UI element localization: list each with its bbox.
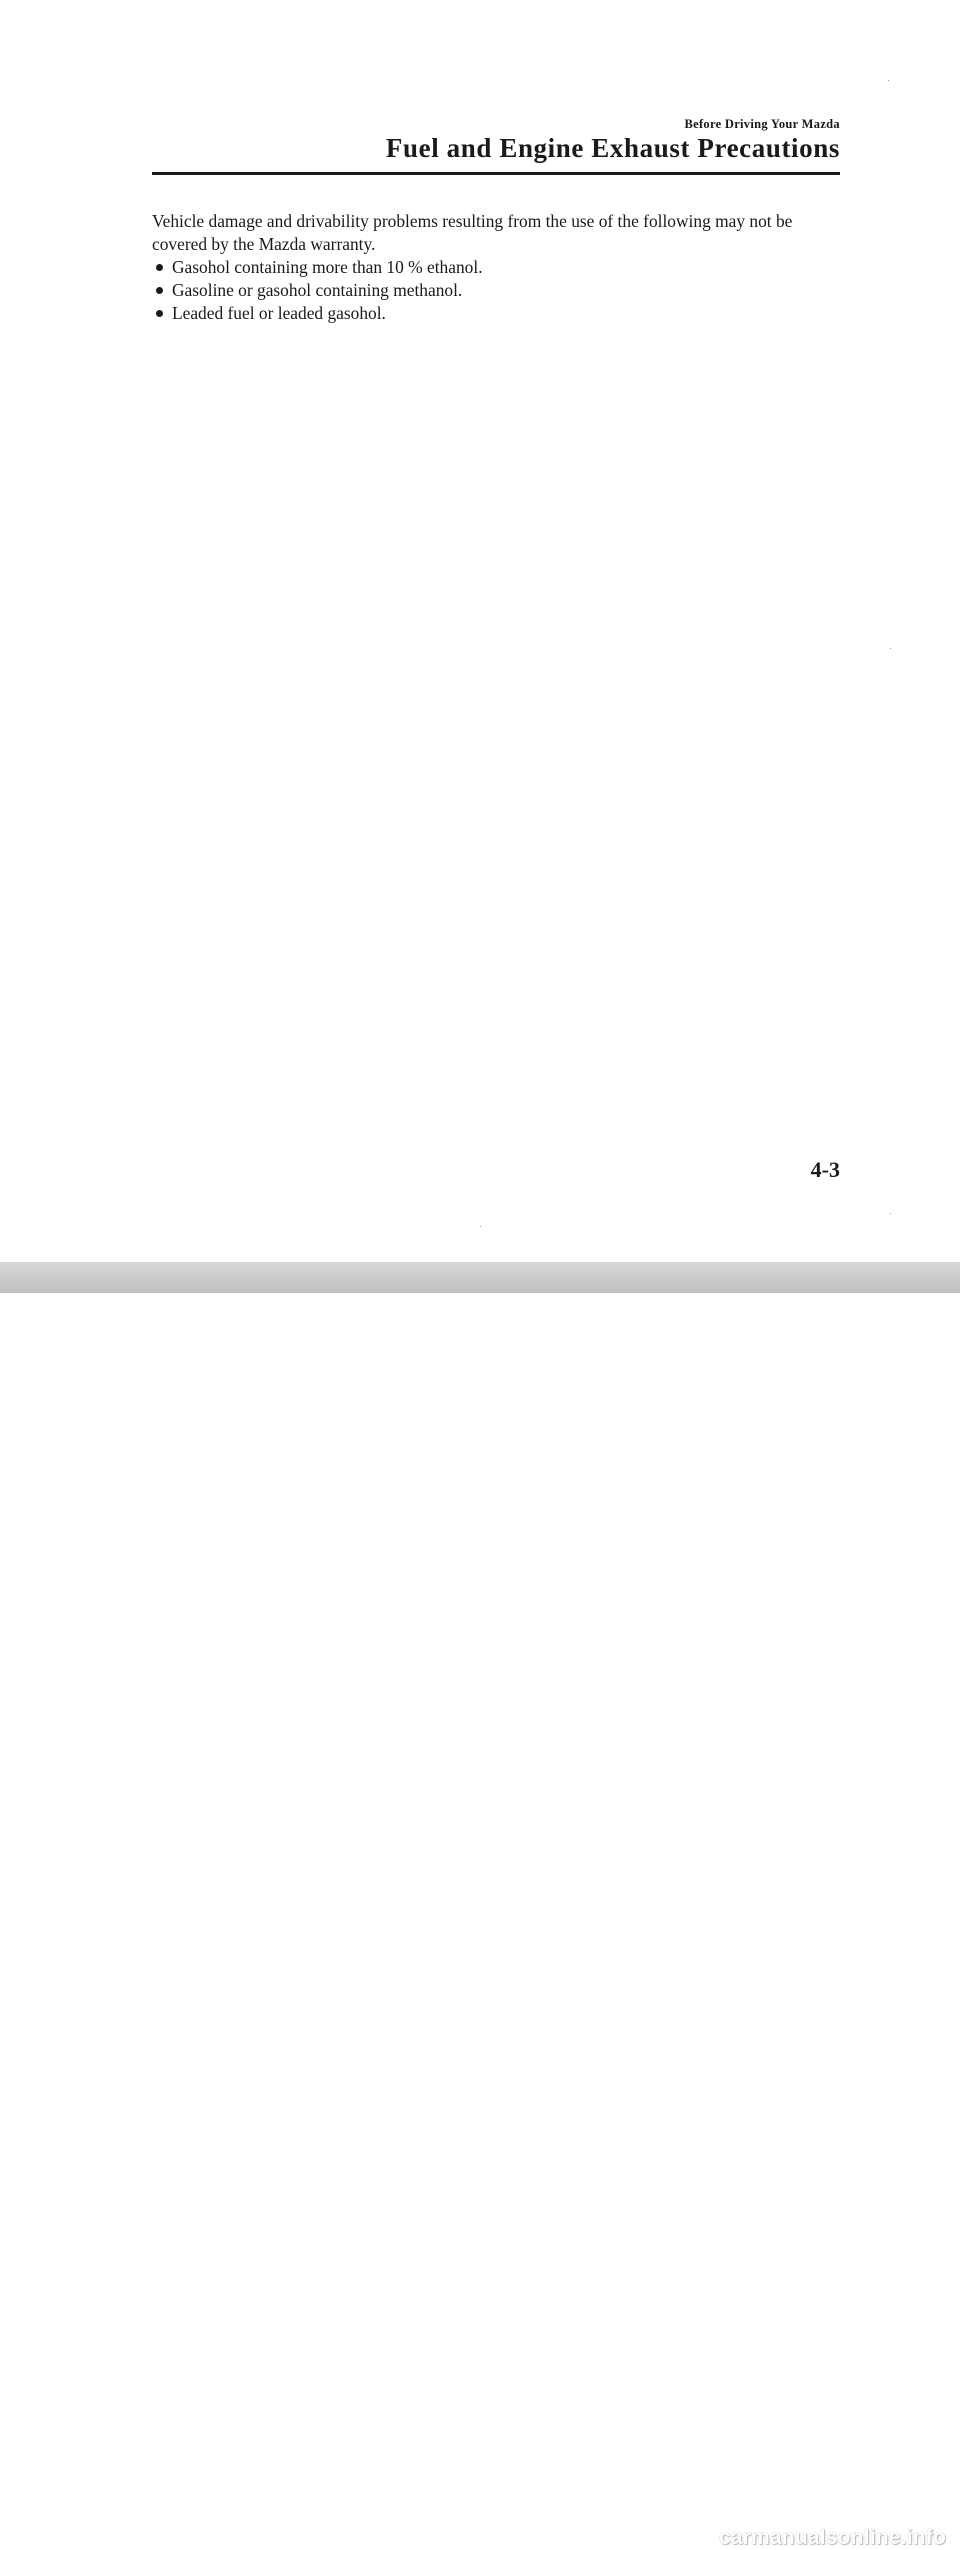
list-item (152, 279, 840, 302)
bullet-icon (156, 264, 163, 271)
list-item-text: Gasohol containing more than 10 % ethanol. (172, 257, 483, 277)
intro-paragraph: Vehicle damage and drivability problems resulting from the use of the following may not be covered by the Mazda warranty. (152, 211, 793, 254)
bullet-icon (156, 310, 163, 317)
body-content (152, 210, 840, 325)
title-divider (152, 172, 840, 175)
bullet-list (152, 256, 840, 325)
list-item-text: Gasoline or gasohol containing methanol. (172, 280, 463, 300)
list-item (152, 256, 840, 279)
print-mark (888, 80, 889, 81)
page-title: Fuel and Engine Exhaust Precautions (385, 133, 840, 163)
section-label: Before Driving Your Mazda (684, 117, 840, 131)
list-item (152, 302, 840, 325)
watermark-link[interactable]: carmanualsonline.info (718, 2526, 946, 2549)
print-mark (890, 1213, 891, 1214)
watermark-bar (0, 1262, 960, 2549)
bullet-icon (156, 287, 163, 294)
page-number: 4-3 (810, 1157, 840, 1182)
print-mark (890, 648, 891, 649)
list-item-text: Leaded fuel or leaded gasohol. (172, 303, 386, 323)
print-mark (480, 1226, 481, 1227)
